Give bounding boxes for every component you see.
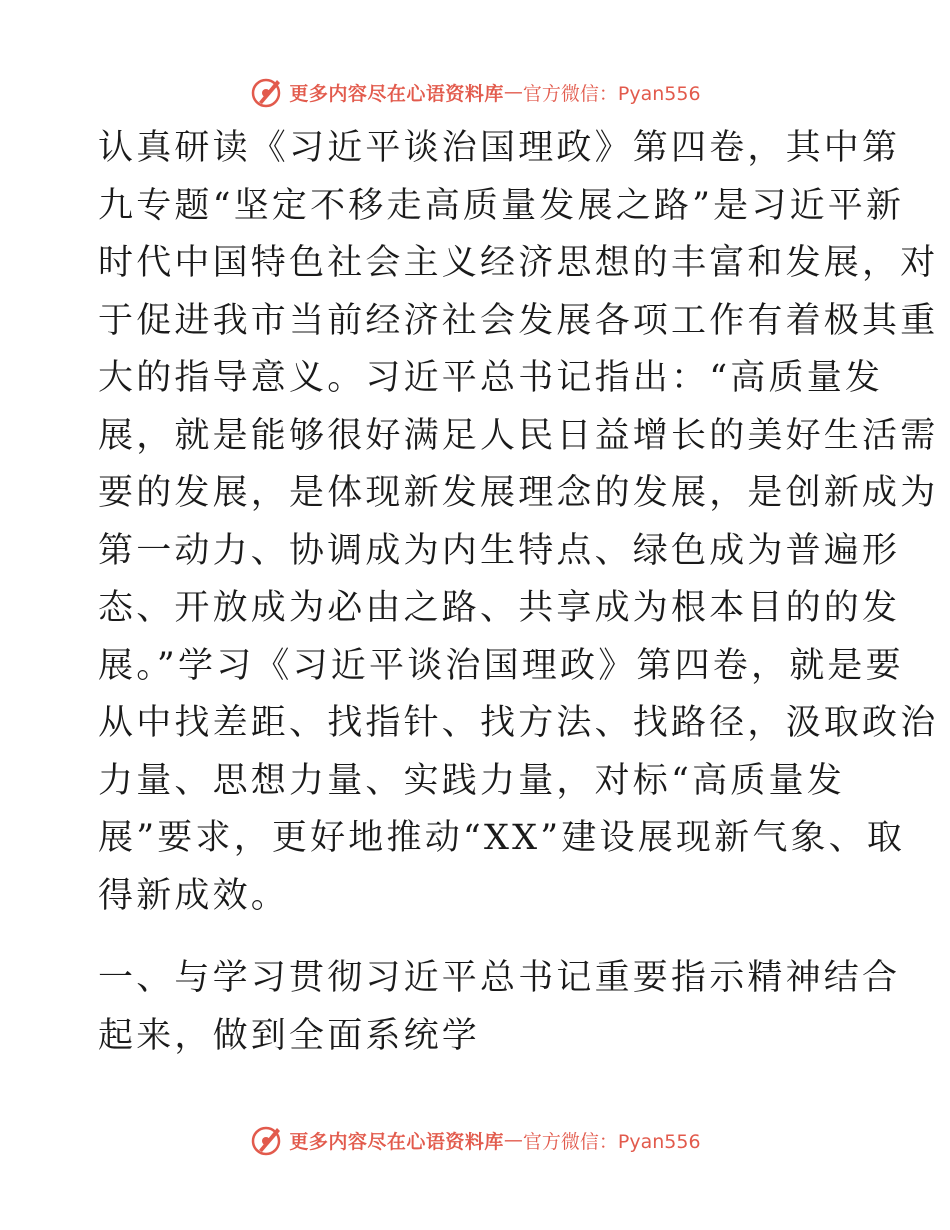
- heading-line: 一、与学习贯彻习近平总书记重要指示精神结合: [98, 958, 901, 998]
- paragraph-line: 得新成效。: [98, 875, 290, 916]
- paragraph-line: 九专题“坚定不移走高质量发展之路”是习近平新: [98, 185, 905, 226]
- paragraph-line: 展，就是能够很好满足人民日益增长的美好生活需: [98, 415, 939, 456]
- watermark-contact-text: 官方微信：Pyan556: [522, 82, 701, 105]
- paragraph-line: 态、开放成为必由之路、共享成为根本目的的发: [98, 588, 901, 628]
- watermark-separator: —: [503, 81, 523, 103]
- watermark-separator: —: [503, 1129, 523, 1151]
- section-heading: [98, 950, 901, 1065]
- paragraph-line: 认真研读《习近平谈治国理政》第四卷，其中第: [98, 128, 901, 168]
- paragraph-line: 力量、思想力量、实践力量，对标“高质量发: [98, 760, 845, 801]
- watermark-brand-text: 更多内容尽在心语资料库: [289, 1130, 504, 1153]
- footer-watermark: [0, 1120, 950, 1160]
- paragraph-line: 展。”学习《习近平谈治国理政》第四卷，就是要: [98, 645, 904, 686]
- quill-logo-icon: [249, 1122, 285, 1158]
- paragraph-line: 大的指导意义。习近平总书记指出：“高质量发: [98, 358, 884, 398]
- body-paragraph: [98, 120, 939, 925]
- paragraph-line: 从中找差距、找指针、找方法、找路径，汲取政治: [98, 703, 939, 743]
- heading-line: 起来，做到全面系统学: [98, 1015, 481, 1056]
- paragraph-line: 第一动力、协调成为内生特点、绿色成为普遍形: [98, 530, 901, 571]
- header-watermark: [0, 72, 950, 112]
- paragraph-line: 时代中国特色社会主义经济思想的丰富和发展，对: [98, 243, 939, 283]
- watermark-brand-text: 更多内容尽在心语资料库: [289, 82, 504, 105]
- watermark-contact-text: 官方微信：Pyan556: [522, 1130, 701, 1153]
- paragraph-line: 展”要求，更好地推动“XX”建设展现新气象、取: [98, 818, 906, 858]
- paragraph-line: 于促进我市当前经济社会发展各项工作有着极其重: [98, 300, 939, 341]
- paragraph-line: 要的发展，是体现新发展理念的发展，是创新成为: [98, 473, 939, 513]
- quill-logo-icon: [249, 74, 285, 110]
